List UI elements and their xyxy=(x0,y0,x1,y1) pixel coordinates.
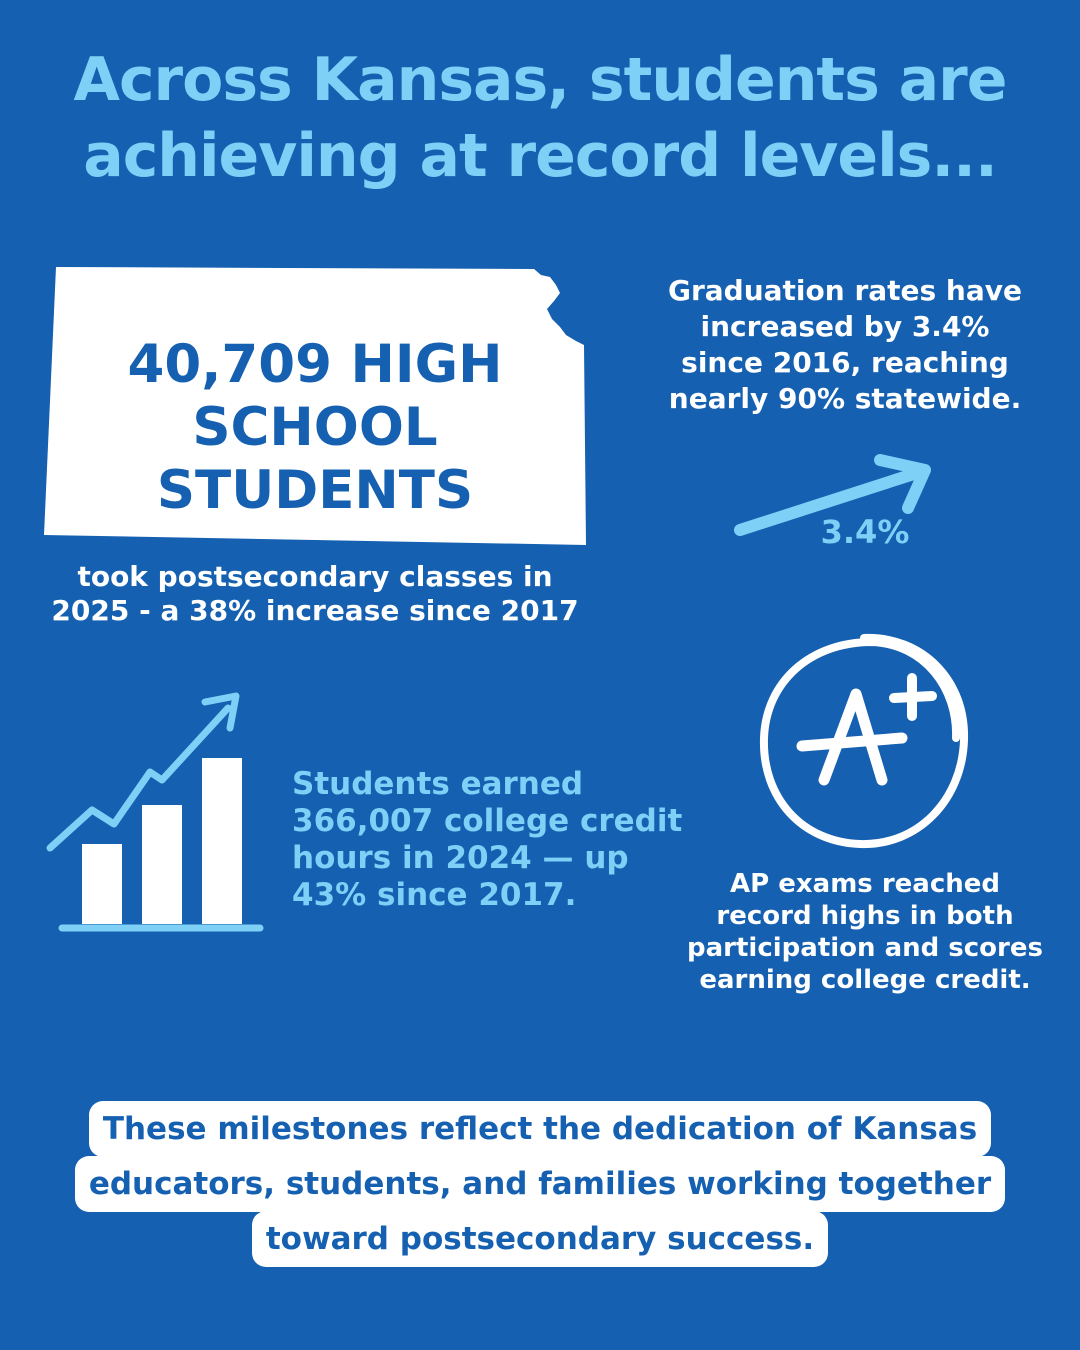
closing-line-2-wrapper xyxy=(0,1156,1080,1212)
caption-line-1: took postsecondary classes in xyxy=(77,560,553,593)
caption-line-2: 2025 - a 38% increase since 2017 xyxy=(51,594,579,627)
stat-line-3: STUDENTS xyxy=(156,460,474,521)
ap-exams-text xyxy=(680,868,1050,996)
ap-line-4: earning college credit. xyxy=(699,965,1031,995)
graduation-rate-text xyxy=(640,273,1050,417)
graduation-increase-label: 3.4% xyxy=(820,513,910,551)
title-line-2: achieving at record levels... xyxy=(83,121,997,191)
bar-chart-growth-icon xyxy=(40,688,270,938)
credit-line-3: hours in 2024 — up xyxy=(292,840,629,876)
ap-line-1: AP exams reached xyxy=(730,869,1000,899)
stat-line-1: 40,709 HIGH xyxy=(127,334,503,395)
page-title xyxy=(0,42,1080,194)
graduation-line-2: increased by 3.4% xyxy=(700,310,990,343)
credit-line-2: 366,007 college credit xyxy=(292,803,683,839)
graduation-line-4: nearly 90% statewide. xyxy=(668,382,1022,415)
graduation-line-3: since 2016, reaching xyxy=(681,346,1009,379)
postsecondary-caption xyxy=(30,560,600,628)
college-credit-text xyxy=(292,766,683,914)
closing-line-3-wrapper xyxy=(0,1211,1080,1267)
a-plus-grade-icon xyxy=(752,628,974,856)
closing-line-1: These milestones reflect the dedication of Kansas xyxy=(89,1101,991,1157)
title-line-1: Across Kansas, students are xyxy=(73,45,1007,115)
stat-line-2: SCHOOL xyxy=(192,397,438,458)
ap-line-3: participation and scores xyxy=(687,933,1043,963)
ap-line-2: record highs in both xyxy=(716,901,1014,931)
credit-line-1: Students earned xyxy=(292,766,584,802)
graduation-line-1: Graduation rates have xyxy=(667,274,1023,307)
credit-line-4: 43% since 2017. xyxy=(292,877,577,913)
closing-line-2: educators, students, and families working together xyxy=(75,1156,1005,1212)
closing-line-1-wrapper xyxy=(0,1101,1080,1157)
closing-line-3: toward postsecondary success. xyxy=(252,1211,828,1267)
postsecondary-student-count xyxy=(100,333,530,522)
